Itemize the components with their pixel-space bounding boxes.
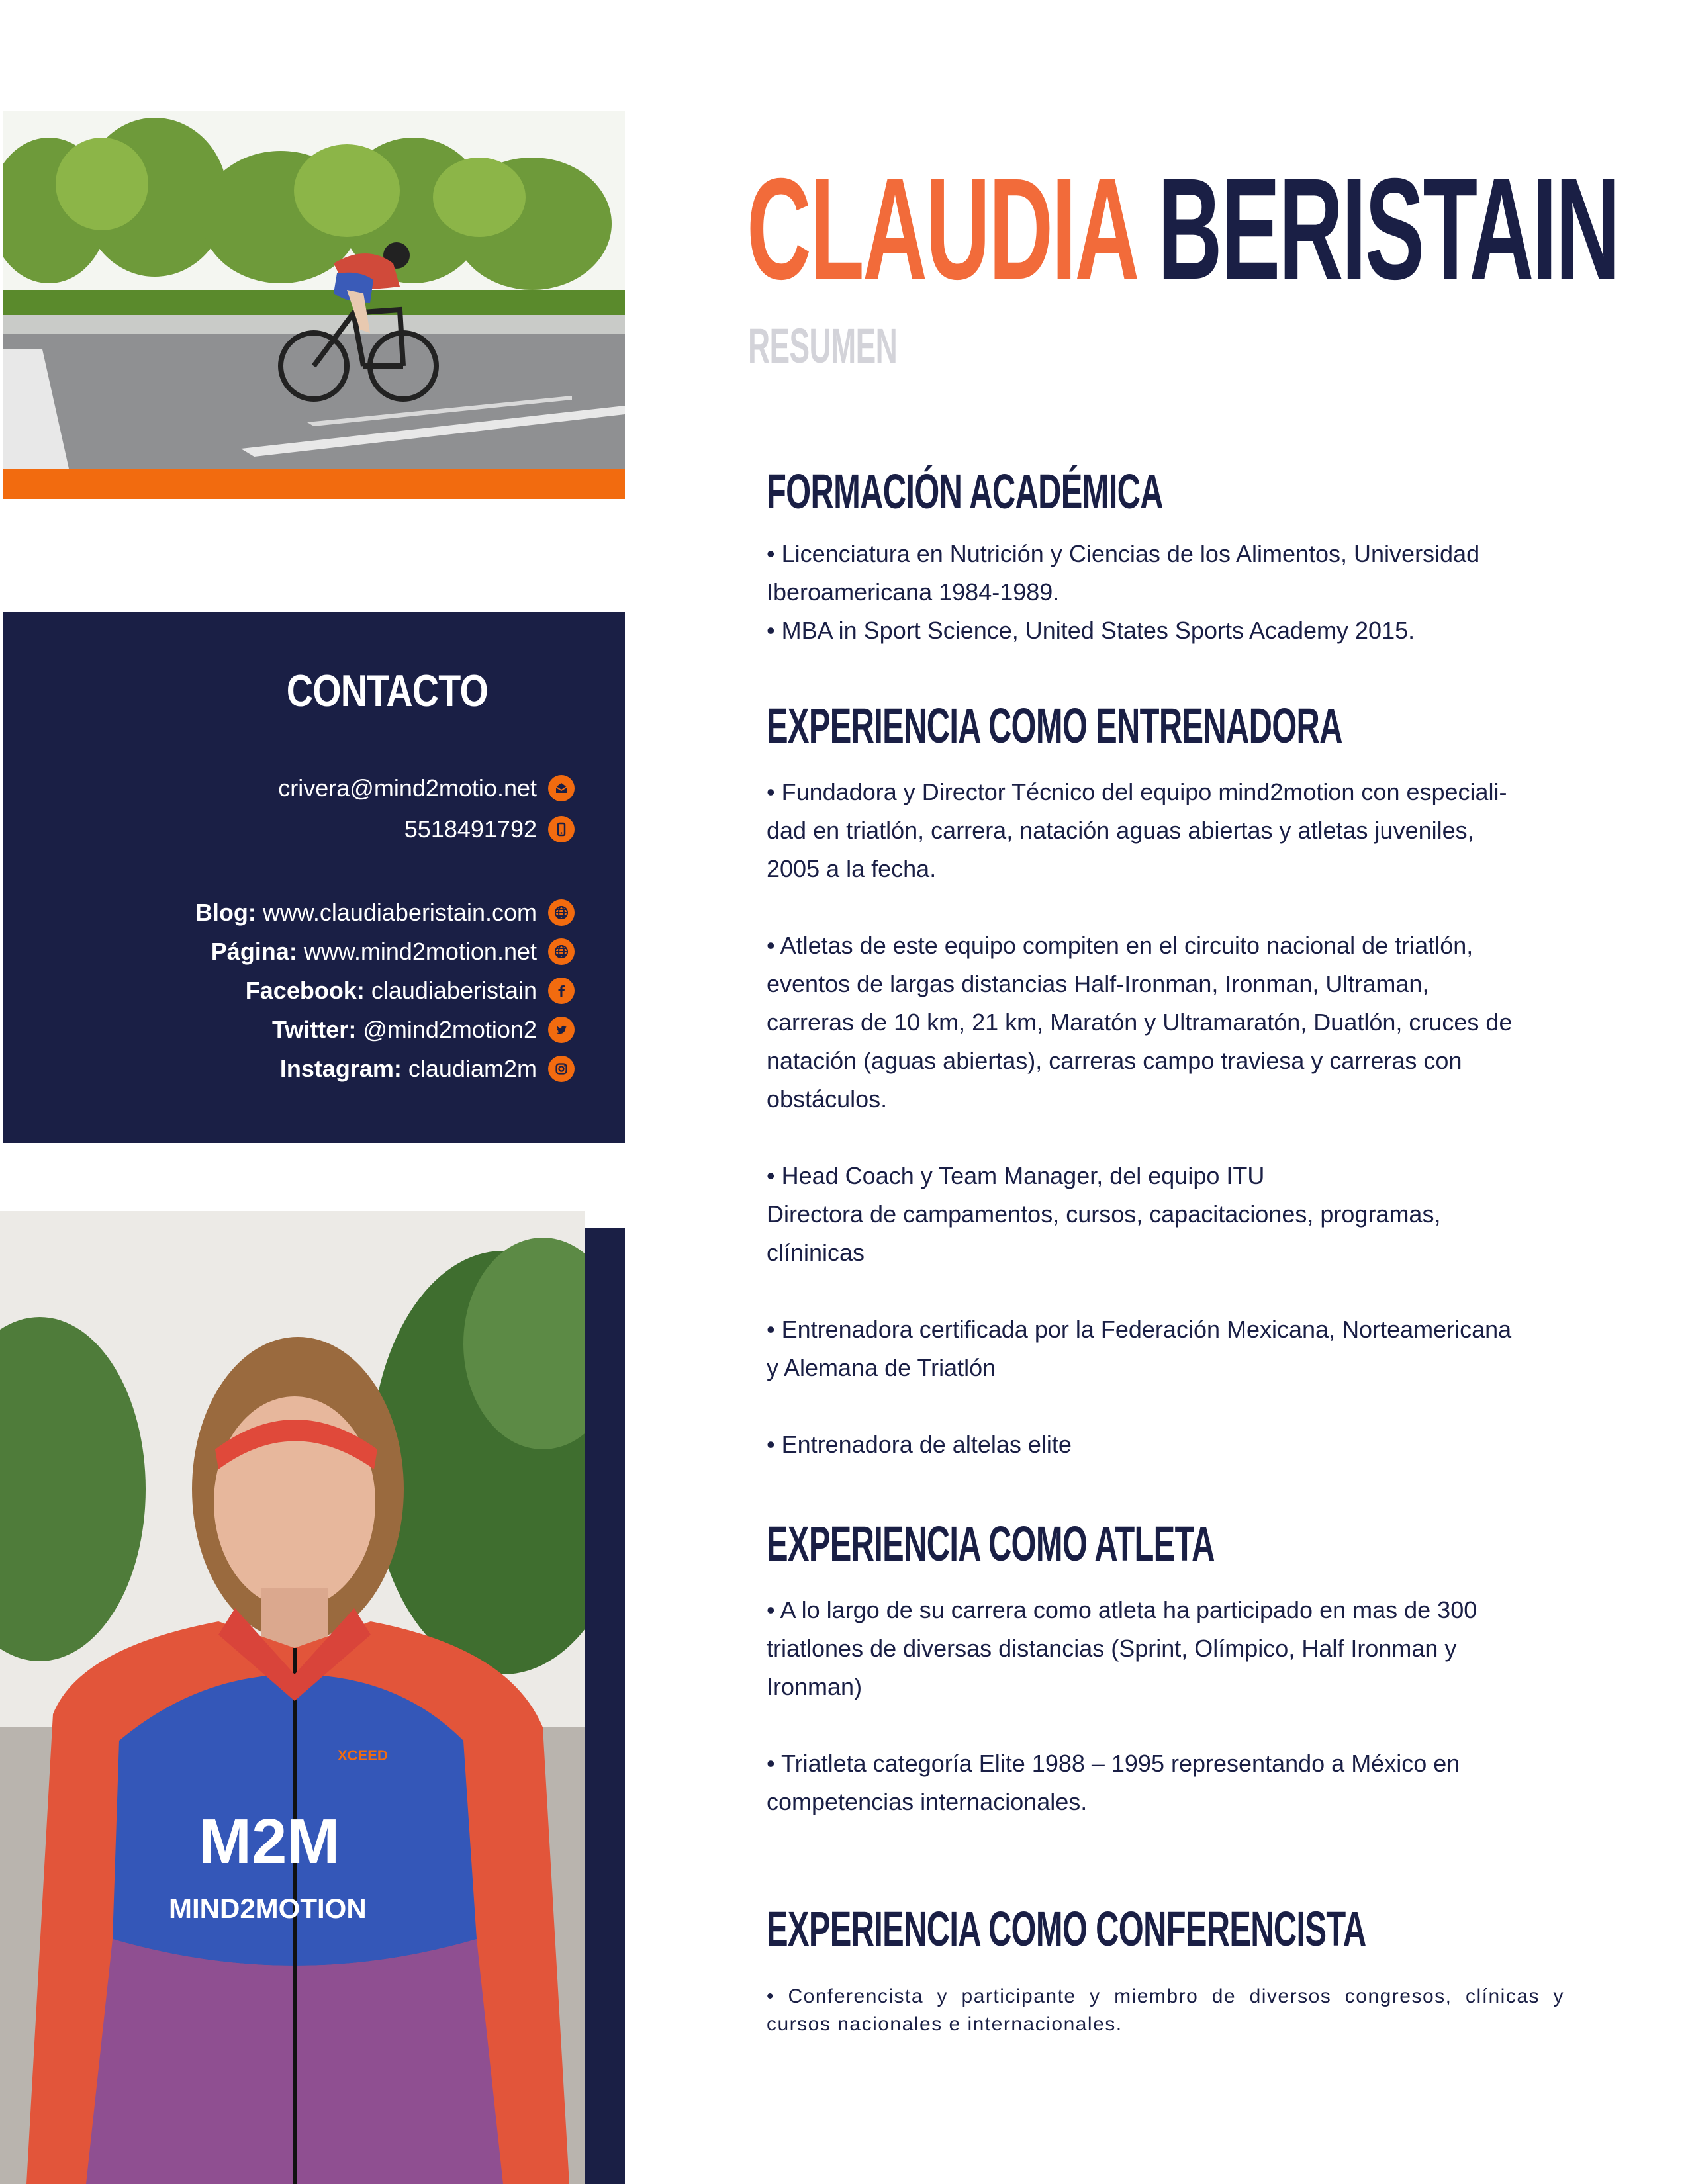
twitter-label: Twitter: <box>271 1016 357 1043</box>
website-link[interactable]: www.mind2motion.net <box>303 938 537 965</box>
instagram-link[interactable]: claudiam2m <box>408 1055 537 1082</box>
jersey-logo: M2M <box>199 1806 340 1877</box>
text-line: competencias internacionales. <box>767 1788 1088 1815</box>
section-title: FORMACIÓN ACADÉMICA <box>767 464 1163 519</box>
text-line: Directora de campamentos, cursos, capacitaciones, programas, <box>767 1201 1441 1228</box>
first-name: CLAUDIA <box>747 149 1135 310</box>
instagram-label: Instagram: <box>279 1055 402 1082</box>
globe-icon <box>548 938 575 965</box>
instagram-icon <box>548 1056 575 1082</box>
text-line: • Triatleta categoría Elite 1988 – 1995 representando a México en <box>767 1750 1460 1777</box>
section-title: EXPERIENCIA COMO CONFERENCISTA <box>767 1901 1366 1956</box>
contact-phone[interactable] <box>404 812 537 846</box>
facebook-label: Facebook: <box>245 977 365 1004</box>
section-title: EXPERIENCIA COMO ATLETA <box>767 1516 1215 1571</box>
last-name: BERISTAIN <box>1157 149 1618 310</box>
jersey-brand: MIND2MOTION <box>169 1893 367 1924</box>
text-line: • Fundadora y Director Técnico del equipo mind2motion con especiali- <box>767 778 1507 805</box>
facebook-link[interactable]: claudiaberistain <box>371 977 537 1004</box>
text-line: • Licenciatura en Nutrición y Ciencias de los Alimentos, Universidad <box>767 540 1480 567</box>
globe-icon <box>548 899 575 926</box>
text-line: • Head Coach y Team Manager, del equipo ITU <box>767 1162 1265 1189</box>
text-line: • MBA in Sport Science, United States Sports Academy 2015. <box>767 617 1415 644</box>
blog-label: Blog: <box>195 899 256 926</box>
candidate-name <box>747 149 1618 310</box>
phone-icon <box>548 816 575 842</box>
coach-experience-section <box>767 698 1561 1464</box>
text-line: carreras de 10 km, 21 km, Maratón y Ultramaratón, Duatlón, cruces de <box>767 1009 1513 1036</box>
text-line: dad en triatlón, carrera, natación aguas abiertas y atletas juveniles, <box>767 817 1474 844</box>
education-section <box>767 464 1561 650</box>
facebook-icon <box>548 978 575 1004</box>
email-text: crivera@mind2motio.net <box>278 774 537 801</box>
subtitle: RESUMEN <box>748 318 898 373</box>
blog-link[interactable]: www.claudiaberistain.com <box>262 899 537 926</box>
text-line: • Entrenadora certificada por la Federación Mexicana, Norteamericana <box>767 1316 1512 1343</box>
text-line: triatlones de diversas distancias (Sprint, Olímpico, Half Ironman y <box>767 1635 1457 1662</box>
text-line: • Atletas de este equipo compiten en el circuito nacional de triatlón, <box>767 932 1474 959</box>
contact-email[interactable] <box>278 771 537 805</box>
email-icon <box>548 775 575 801</box>
twitter-link[interactable]: @mind2motion2 <box>363 1016 537 1043</box>
website-label: Página: <box>211 938 297 965</box>
text-line: • Entrenadora de altelas elite <box>767 1431 1072 1458</box>
cyclist-photo <box>3 111 625 469</box>
contact-panel <box>3 612 625 1143</box>
contact-title: CONTACTO <box>286 666 488 716</box>
contact-blog[interactable] <box>195 895 537 930</box>
contact-twitter[interactable] <box>272 1013 537 1047</box>
contact-website[interactable] <box>211 934 537 969</box>
speaker-experience-section <box>767 1901 1564 2038</box>
text-line: Iberoamericana 1984-1989. <box>767 578 1060 606</box>
contact-instagram[interactable] <box>280 1052 537 1086</box>
text-line: clíninicas <box>767 1239 865 1266</box>
twitter-icon <box>548 1017 575 1043</box>
text-line: y Alemana de Triatlón <box>767 1354 996 1381</box>
accent-bar <box>3 469 625 499</box>
text-line: obstáculos. <box>767 1085 888 1113</box>
contact-facebook[interactable] <box>246 974 537 1008</box>
text-line: Ironman) <box>767 1673 863 1700</box>
text-line: 2005 a la fecha. <box>767 855 937 882</box>
decorative-stripe <box>585 1228 625 2184</box>
section-title: EXPERIENCIA COMO ENTRENADORA <box>767 698 1342 753</box>
text-line: eventos de largas distancias Half-Ironman, Ironman, Ultraman, <box>767 970 1429 997</box>
text-line: • A lo largo de su carrera como atleta ha participado en mas de 300 <box>767 1596 1477 1623</box>
athlete-experience-section <box>767 1516 1561 1821</box>
text-line: natación (aguas abiertas), carreras campo traviesa y carreras con <box>767 1047 1462 1074</box>
portrait-photo <box>0 1211 585 2184</box>
phone-text: 5518491792 <box>404 815 537 842</box>
jersey-sponsor: XCEED <box>338 1747 388 1764</box>
speaker-text: • Conferencista y participante y miembro de diversos congresos, clínicas y cursos nacionales e internacionales. <box>767 1985 1564 2035</box>
